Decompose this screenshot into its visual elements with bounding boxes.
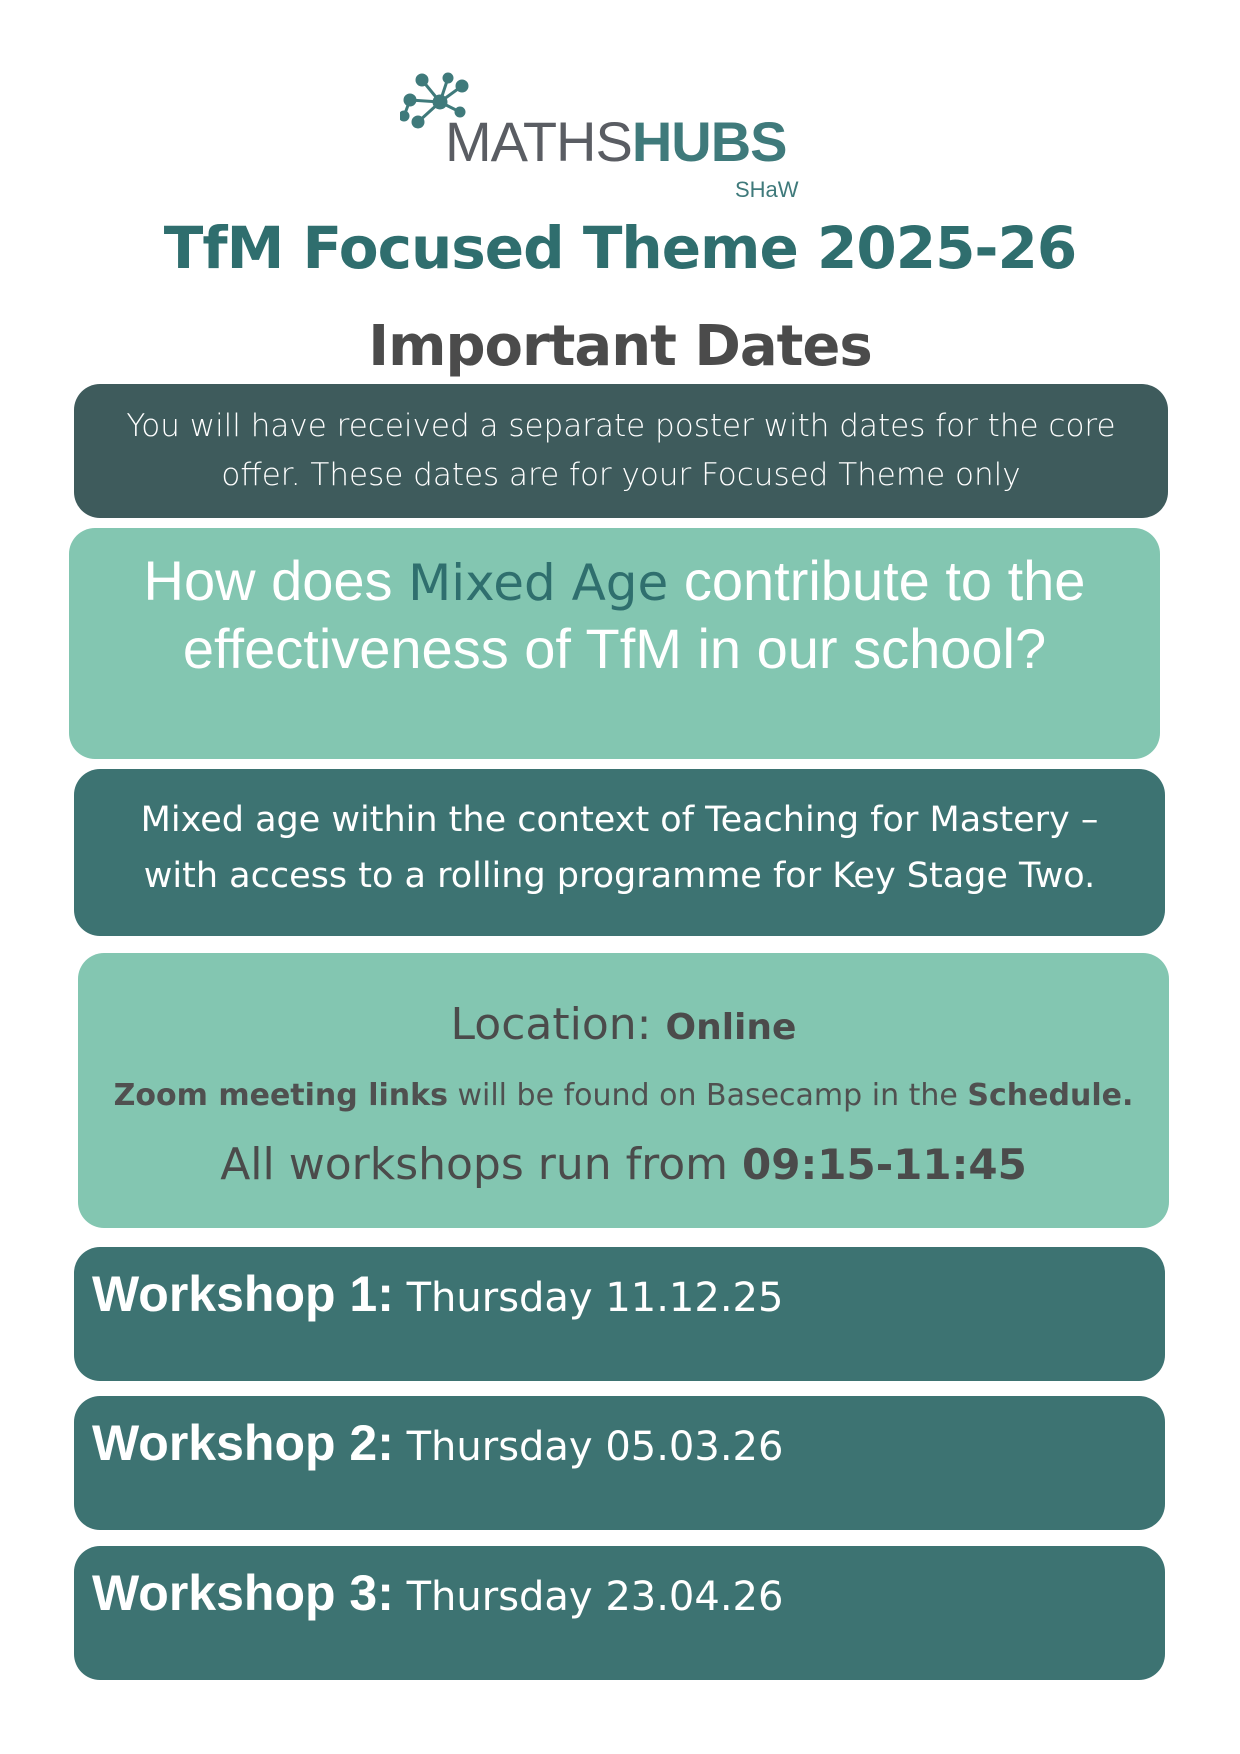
notice-line-1: You will have received a separate poster with dates for the core — [126, 408, 1116, 444]
zoom-links-text: Zoom meeting links — [113, 1078, 448, 1113]
workshop-1-date: Thursday 11.12.25 — [393, 1275, 784, 1321]
question-line-1 — [69, 548, 1160, 616]
workshop-2-date: Thursday 05.03.26 — [393, 1424, 784, 1470]
time-value: 09:15-11:45 — [742, 1140, 1027, 1189]
context-line-2: with access to a rolling programme for Key Stage Two. — [143, 855, 1096, 896]
question-highlight: Mixed Age — [408, 554, 669, 612]
question-pre: How does — [143, 549, 409, 612]
question-line-2: effectiveness of TfM in our school? — [182, 617, 1047, 680]
context-box — [74, 769, 1165, 936]
workshop-1-label: Workshop 1: — [92, 1266, 394, 1322]
question-post: contribute to the — [668, 549, 1086, 612]
workshop-3-box — [74, 1546, 1165, 1680]
workshop-2-box — [74, 1396, 1165, 1530]
workshop-2-line — [92, 1414, 1165, 1472]
workshop-3-date: Thursday 23.04.26 — [393, 1574, 784, 1620]
logo-wordmark — [445, 110, 787, 173]
location-value: Online — [665, 1007, 797, 1048]
page-subtitle: Important Dates — [368, 314, 872, 379]
workshop-3-label: Workshop 3: — [92, 1565, 394, 1621]
location-box — [78, 953, 1169, 1228]
zoom-line — [78, 1078, 1169, 1113]
context-line-1: Mixed age within the context of Teaching for Mastery – — [140, 799, 1099, 840]
page-title: TfM Focused Theme 2025-26 — [163, 214, 1077, 282]
location-label: Location: — [450, 999, 666, 1050]
notice-box — [74, 384, 1168, 518]
mathshubs-logo — [400, 72, 820, 212]
workshop-1-box — [74, 1247, 1165, 1381]
schedule-text: Schedule. — [967, 1078, 1134, 1113]
question-box — [69, 528, 1160, 759]
workshop-2-label: Workshop 2: — [92, 1415, 394, 1471]
location-line — [78, 999, 1169, 1050]
notice-line-2: offer. These dates are for your Focused Theme only — [221, 457, 1021, 493]
logo-subtitle: SHaW — [735, 177, 799, 202]
workshop-3-line — [92, 1564, 1165, 1622]
logo-maths-text: MATHS — [445, 110, 632, 173]
logo-hubs-text: HUBS — [631, 110, 787, 173]
zoom-mid-text: will be found on Basecamp in the — [447, 1078, 968, 1113]
workshop-1-line — [92, 1265, 1165, 1323]
time-pre: All workshops run from — [220, 1139, 742, 1190]
time-line — [78, 1139, 1169, 1190]
